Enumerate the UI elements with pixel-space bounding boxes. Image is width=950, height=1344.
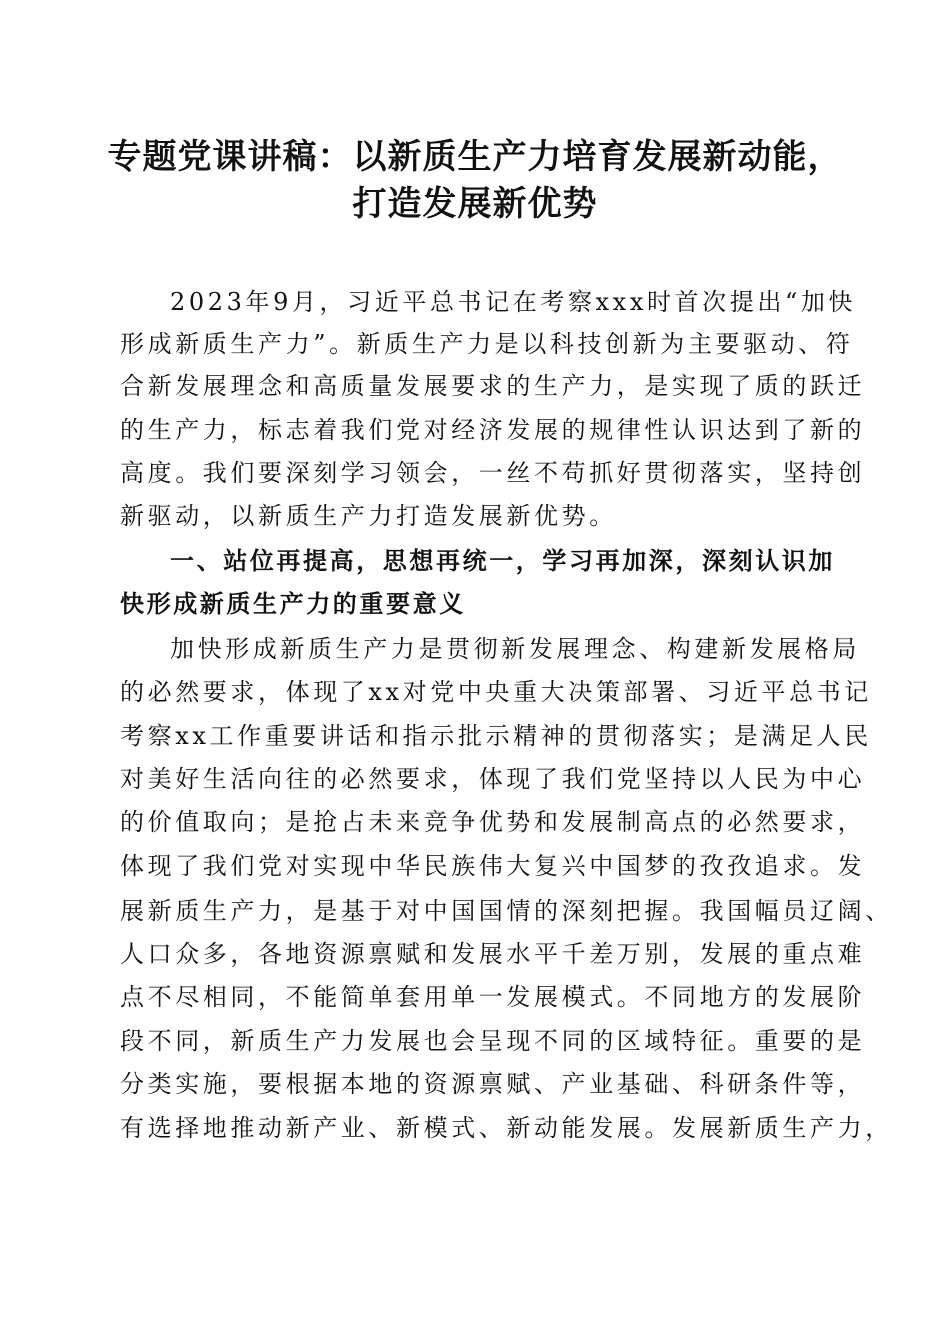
- document-title-line-1: 专题党课讲稿：以新质生产力培育发展新动能，: [107, 137, 843, 177]
- paragraph-line: 有选择地推动新产业、新模式、新动能发展。发展新质生产力，: [120, 1114, 893, 1142]
- paragraph-line: 2023年9月，习近平总书记在考察xxx时首次提出“加快: [170, 288, 857, 316]
- paragraph-line: 的生产力，标志着我们党对经济发展的规律性认识达到了新的: [120, 416, 866, 444]
- paragraph-line: 高度。我们要深刻学习领会，一丝不苟抓好贯彻落实，坚持创: [120, 459, 866, 487]
- section-heading-line: 快形成新质生产力的重要意义: [120, 590, 466, 618]
- paragraph-line: 加快形成新质生产力是贯彻新发展理念、构建新发展格局: [170, 635, 860, 663]
- paragraph-line: 对美好生活向往的必然要求，体现了我们党坚持以人民为中心: [120, 765, 866, 793]
- document-title-line-2: 打造发展新优势: [352, 184, 598, 224]
- paragraph-line: 形成新质生产力”。新质生产力是以科技创新为主要驱动、符: [120, 330, 854, 358]
- section-heading-line: 一、站位再提高，思想再统一，学习再加深，深刻认识加: [170, 547, 835, 575]
- paragraph-line: 新驱动，以新质生产力打造发展新优势。: [120, 502, 617, 530]
- paragraph-line: 考察xx工作重要讲话和指示批示精神的贯彻落实；是满足人民: [120, 722, 872, 750]
- paragraph-line: 体现了我们党对实现中华民族伟大复兴中国梦的孜孜追求。发: [120, 852, 866, 880]
- paragraph-line: 分类实施，要根据本地的资源禀赋、产业基础、科研条件等，: [120, 1070, 866, 1098]
- paragraph-line: 点不尽相同，不能简单套用单一发展模式。不同地方的发展阶: [120, 983, 866, 1011]
- paragraph-line: 人口众多，各地资源禀赋和发展水平千差万别，发展的重点难: [120, 940, 866, 968]
- paragraph-line: 展新质生产力，是基于对中国国情的深刻把握。我国幅员辽阔、: [120, 897, 893, 925]
- paragraph-line: 的价值取向；是抢占未来竞争优势和发展制高点的必然要求，: [120, 808, 866, 836]
- paragraph-line: 段不同，新质生产力发展也会呈现不同的区域特征。重要的是: [120, 1027, 866, 1055]
- paragraph-line: 的必然要求，体现了xx对党中央重大决策部署、习近平总书记: [120, 678, 872, 706]
- paragraph-line: 合新发展理念和高质量发展要求的生产力，是实现了质的跃迁: [120, 372, 866, 400]
